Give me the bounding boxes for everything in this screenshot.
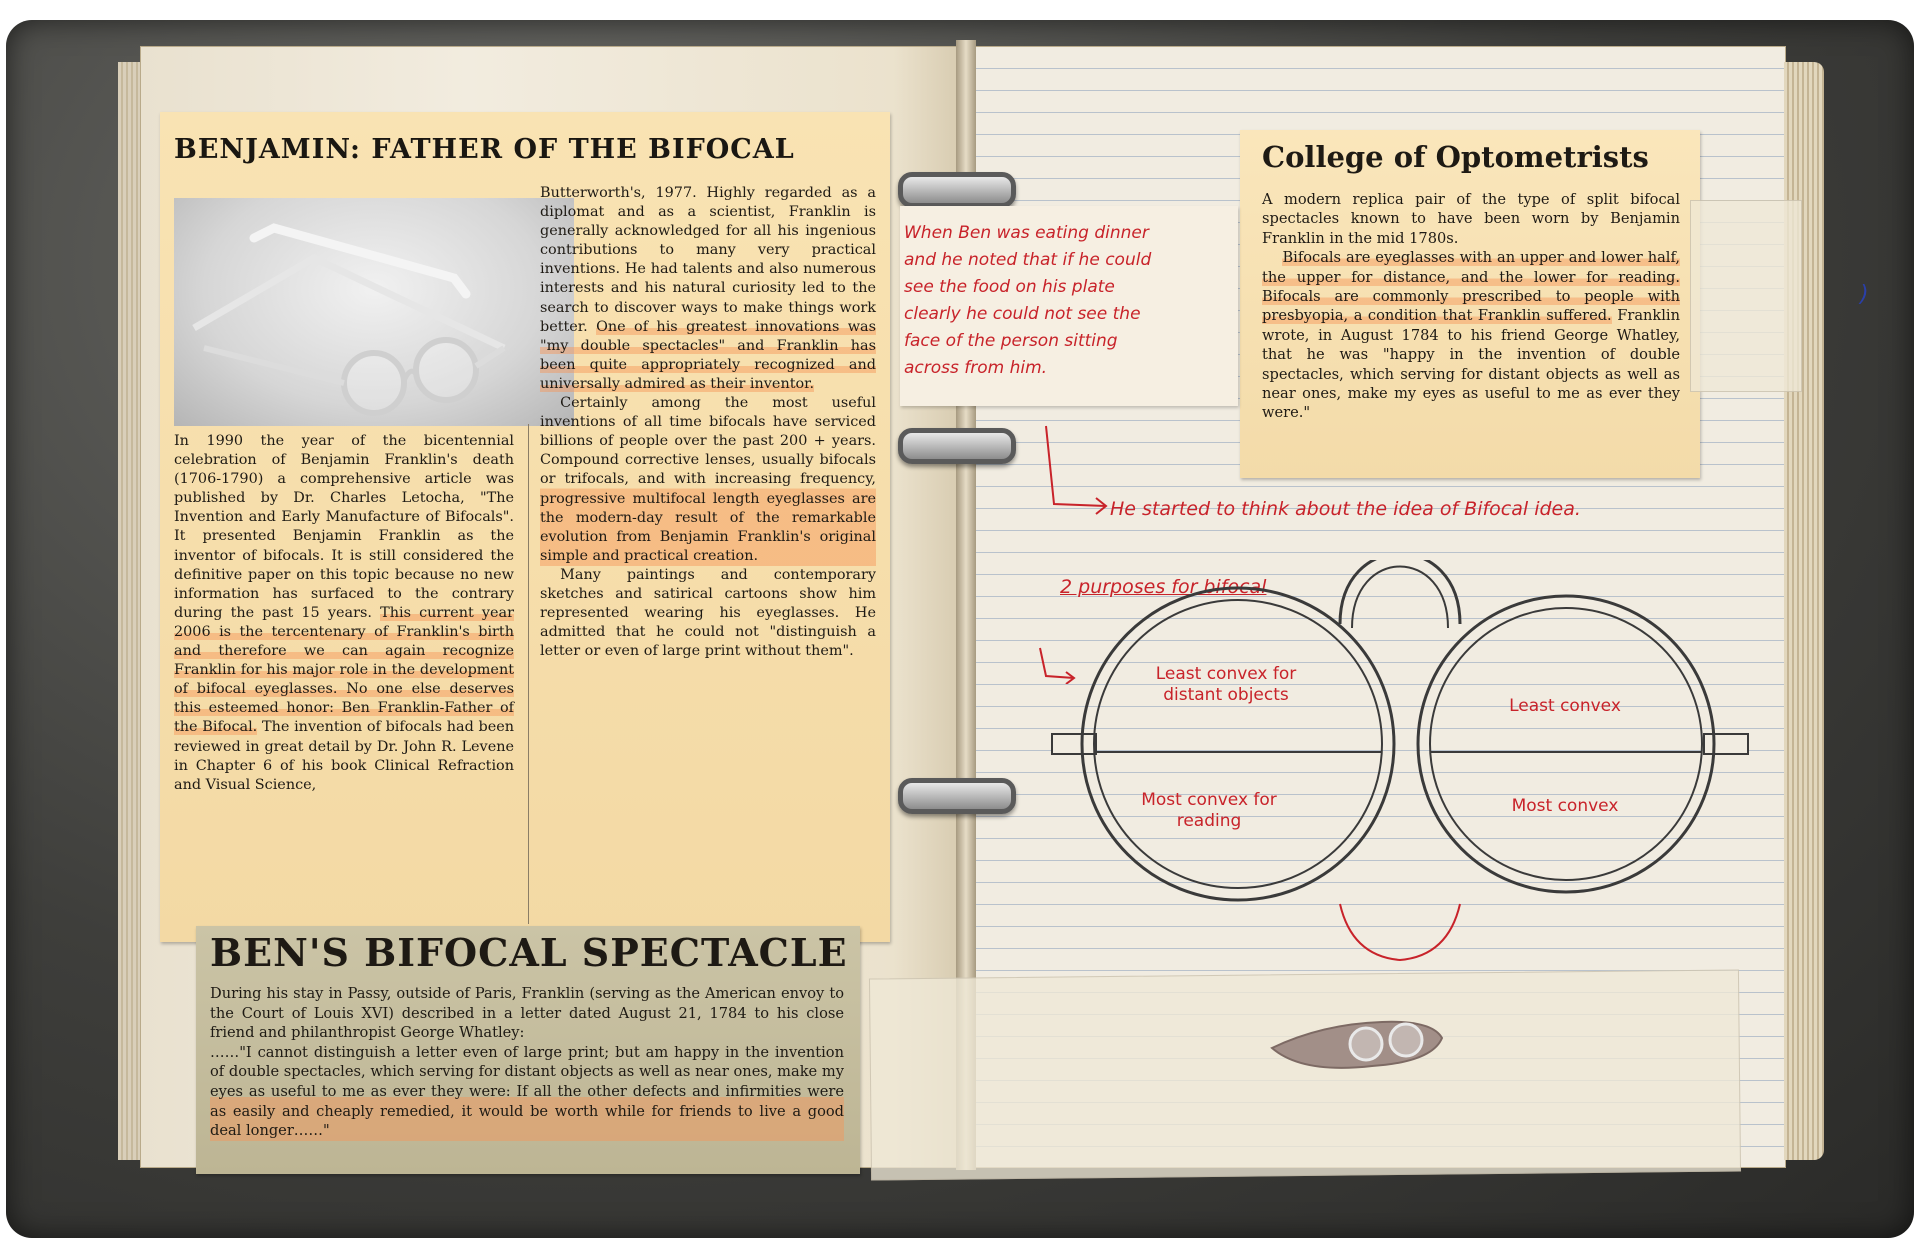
replica-glasses-image	[1262, 1004, 1448, 1080]
spectacles-diagram-icon	[1040, 560, 1760, 980]
handwritten-follow-up: He started to think about the idea of Bifocal idea.	[1110, 498, 1581, 520]
highlighted-text: One of his greatest innovations was "my double spectacles" and Franklin has been quite appropriately recognized and universally admired as their inventor.	[540, 318, 876, 392]
article-text: Many paintings and contemporary sketches and satirical cartoons show him represented wearing his eyeglasses. He admitted that he could not "distinguish a letter or even of large print without them".	[540, 566, 876, 660]
highlighted-text: This current year 2006 is the tercentenary of Franklin's birth and therefore we can again recognize Franklin for his major role in the development of bifocal eyeglasses. No one else deserves this esteemed honor: Ben Franklin-Father of the Bifocal.	[174, 604, 514, 736]
bifocal-diagram	[1040, 560, 1760, 980]
note-line: and he noted that if he could	[904, 250, 1152, 270]
college-article-clipping	[1240, 130, 1700, 478]
highlighted-paragraph: Certainly among the most useful inventions of all time bifocals have serviced billions of people over the past 200 + years. Compound corrective lenses, usually bifocals or trifocals, and with increasing frequency, progressive multifocal length eyeglasses are the modern-day result of the remarkable evolution from Benjamin Franklin's original simple and practical creation.	[540, 394, 876, 566]
binder-ring-middle	[898, 428, 1016, 464]
highlighted-text: Bifocals are eyeglasses with an upper and lower half, the upper for distance, and the lower for reading. Bifocals are commonly prescribed to people with presbyopia, a condition that Franklin suffered.	[1262, 249, 1680, 325]
spectacle-article-body	[210, 984, 844, 1141]
diagram-label-right-upper: Least convex	[1509, 696, 1621, 716]
note-line: across from him.	[904, 358, 1048, 378]
spectacle-article-clipping	[196, 926, 860, 1174]
article-text: Butterworth's, 1977. Highly regarded as a diplomat and as a scientist, Franklin is generally acknowledged for all his ingenious contributions to many very practical inventions. He had talents and also numerous interests and his natural curiosity led to the search to discover ways to make things work better.	[540, 185, 876, 335]
handwritten-purposes-heading: 2 purposes for bifocal	[1060, 576, 1267, 598]
handwritten-note-paper	[900, 206, 1238, 406]
article-text: The invention of bifocals had been reviewed in great detail by Dr. John R. Levene in Chapter 6 of his book Clinical Refraction and Visual Science,	[174, 719, 514, 793]
binder-ring-bottom	[898, 778, 1016, 814]
bifocal-article-right-column	[540, 184, 876, 661]
tape-strip	[1690, 200, 1802, 392]
article-text: In 1990 the year of the bicentennial celebration of Benjamin Franklin's death (1706-1790) a comprehensive article was published by Dr. Charles Letocha, "The Invention and Early Manufacture of Bifocals". It presented Benjamin Franklin as the inventor of bifocals. It is still considered the definitive paper on this topic because no new information has surfaced to the contrary during the past 15 years.	[174, 433, 514, 621]
bifocal-article-clipping	[160, 112, 890, 942]
note-line: When Ben was eating dinner	[904, 223, 1149, 243]
diagram-label-left-lower: Most convex for reading	[1141, 790, 1277, 831]
bifocal-article-left-column	[174, 432, 514, 795]
handwritten-note	[904, 220, 1151, 382]
diagram-label-left-upper: Least convex for distant objects	[1155, 664, 1297, 705]
column-divider	[528, 424, 529, 924]
spectacles-photo-icon	[174, 198, 574, 426]
note-line: face of the person sitting	[904, 331, 1118, 351]
bifocal-article-headline: BENJAMIN: FATHER OF THE BIFOCAL	[174, 134, 795, 165]
college-article-body	[1262, 190, 1680, 423]
arrow-icon	[1040, 420, 1110, 520]
college-article-title: College of Optometrists	[1262, 140, 1649, 174]
binder-ring-top	[898, 172, 1016, 208]
highlighted-quote: ……"I cannot distinguish a letter even of large print; but am happy in the invention of double spectacles, which serving for distant objects as well as near ones, make my eyes as useful to me as ever they were: If all the other defects and infirmities were as easily and cheaply remedied, it would be worth while for friends to live a good deal longer……"	[210, 1043, 844, 1140]
article-text: A modern replica pair of the type of split bifocal spectacles known to have been worn by Benjamin Franklin in the mid 1780s.	[1262, 191, 1680, 247]
note-line: clearly he could not see the	[904, 304, 1141, 324]
note-line: see the food on his plate	[904, 277, 1115, 297]
article-text: Franklin wrote, in August 1784 to his friend George Whatley, that he was "happy in the invention of double spectacles, which serving for distant objects as well as near ones, make my eyes as useful to me as ever they were."	[1262, 307, 1680, 422]
article-text: During his stay in Passy, outside of Paris, Franklin (serving as the American envoy to the Court of Louis XVI) described in a letter dated August 21, 1784 to his close friend and philanthropist George Whatley:	[210, 985, 844, 1042]
margin-ink-mark: )	[1860, 282, 1869, 307]
diagram-label-right-lower: Most convex	[1511, 796, 1619, 816]
spectacle-article-title: BEN'S BIFOCAL SPECTACLE	[210, 930, 848, 975]
